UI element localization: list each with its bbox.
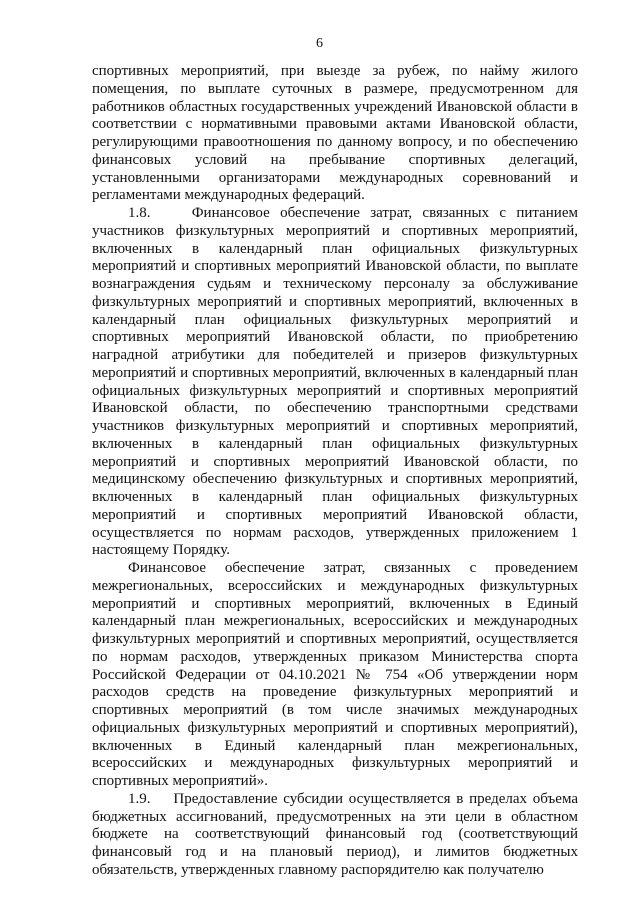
paragraph-clause-1-9: 1.9. Предоставление субсидии осуществляется в пределах объема бюджетных ассигнований, предусмотренных на эти цели в областном бюджете на соответствующий финансовый год (соответствующий финансовый год и на плановый период), и лимитов бюджетных обязательств, утвержденных главному распорядителю как получателю bbox=[92, 790, 582, 878]
paragraph-interregional-financing: Финансовое обеспечение затрат, связанных с проведением межрегиональных, всероссийских и международных физкультурных мероприятий и спортивных мероприятий, включенных в Единый календарный план межрегиональных, всероссийских и международных физкультурных мероприятий и спортивных мероприятий, осуществляется по нормам расходов, утвержденных приказом Министерства спорта Российской Федерации от 04.10.2021 № 754 «Об утверждении норм расходов средств на проведение физкультурных мероприятий и спортивных мероприятий (в том числе значимых международных официальных физкультурных мероприятий и спортивных мероприятий), включенных в Единый календарный план межрегиональных, всероссийских и международных физкультурных мероприятий и спортивных мероприятий». bbox=[92, 560, 578, 789]
paragraph-continuation: спортивных мероприятий, при выезде за рубеж, по найму жилого помещения, по выплате суточных в размере, предусмотренном для работников областных государственных учреждений Ивановской области в соответствии с нормативными правовыми актами Ивановской области, регулирующими правоотношения по данному вопросу, и по обеспечению финансовых условий на пребывание спортивных делегаций, установленными организаторами международных соревнований и регламентами международных федераций. bbox=[92, 63, 578, 204]
document-body bbox=[92, 63, 582, 880]
paragraph-clause-1-8: 1.8. Финансовое обеспечение затрат, связанных с питанием участников физкультурных мероприятий и спортивных мероприятий, включенных в календарный план официальных физкультурных мероприятий и спортивных мероприятий Ивановской области, по выплате вознаграждения судьям и техническому персоналу за обслуживание физкультурных мероприятий и спортивных мероприятий, включенных в календарный план официальных физкультурных мероприятий и спортивных мероприятий Ивановской области, по приобретению наградной атрибутики для победителей и призеров физкультурных мероприятий и спортивных мероприятий, включенных в календарный план официальных физкультурных мероприятий и спортивных мероприятий Ивановской области, по обеспечению транспортными средствами участников физкультурных мероприятий и спортивных мероприятий, включенных в календарный план официальных физкультурных мероприятий и спортивных мероприятий Ивановской области, по медицинскому обеспечению физкультурных и спортивных мероприятий, включенных в календарный план официальных физкультурных мероприятий и спортивных мероприятий Ивановской области, осуществляется по нормам расходов, утвержденных приложением 1 настоящему Порядку. bbox=[92, 205, 582, 559]
page-number: 6 bbox=[316, 36, 323, 51]
